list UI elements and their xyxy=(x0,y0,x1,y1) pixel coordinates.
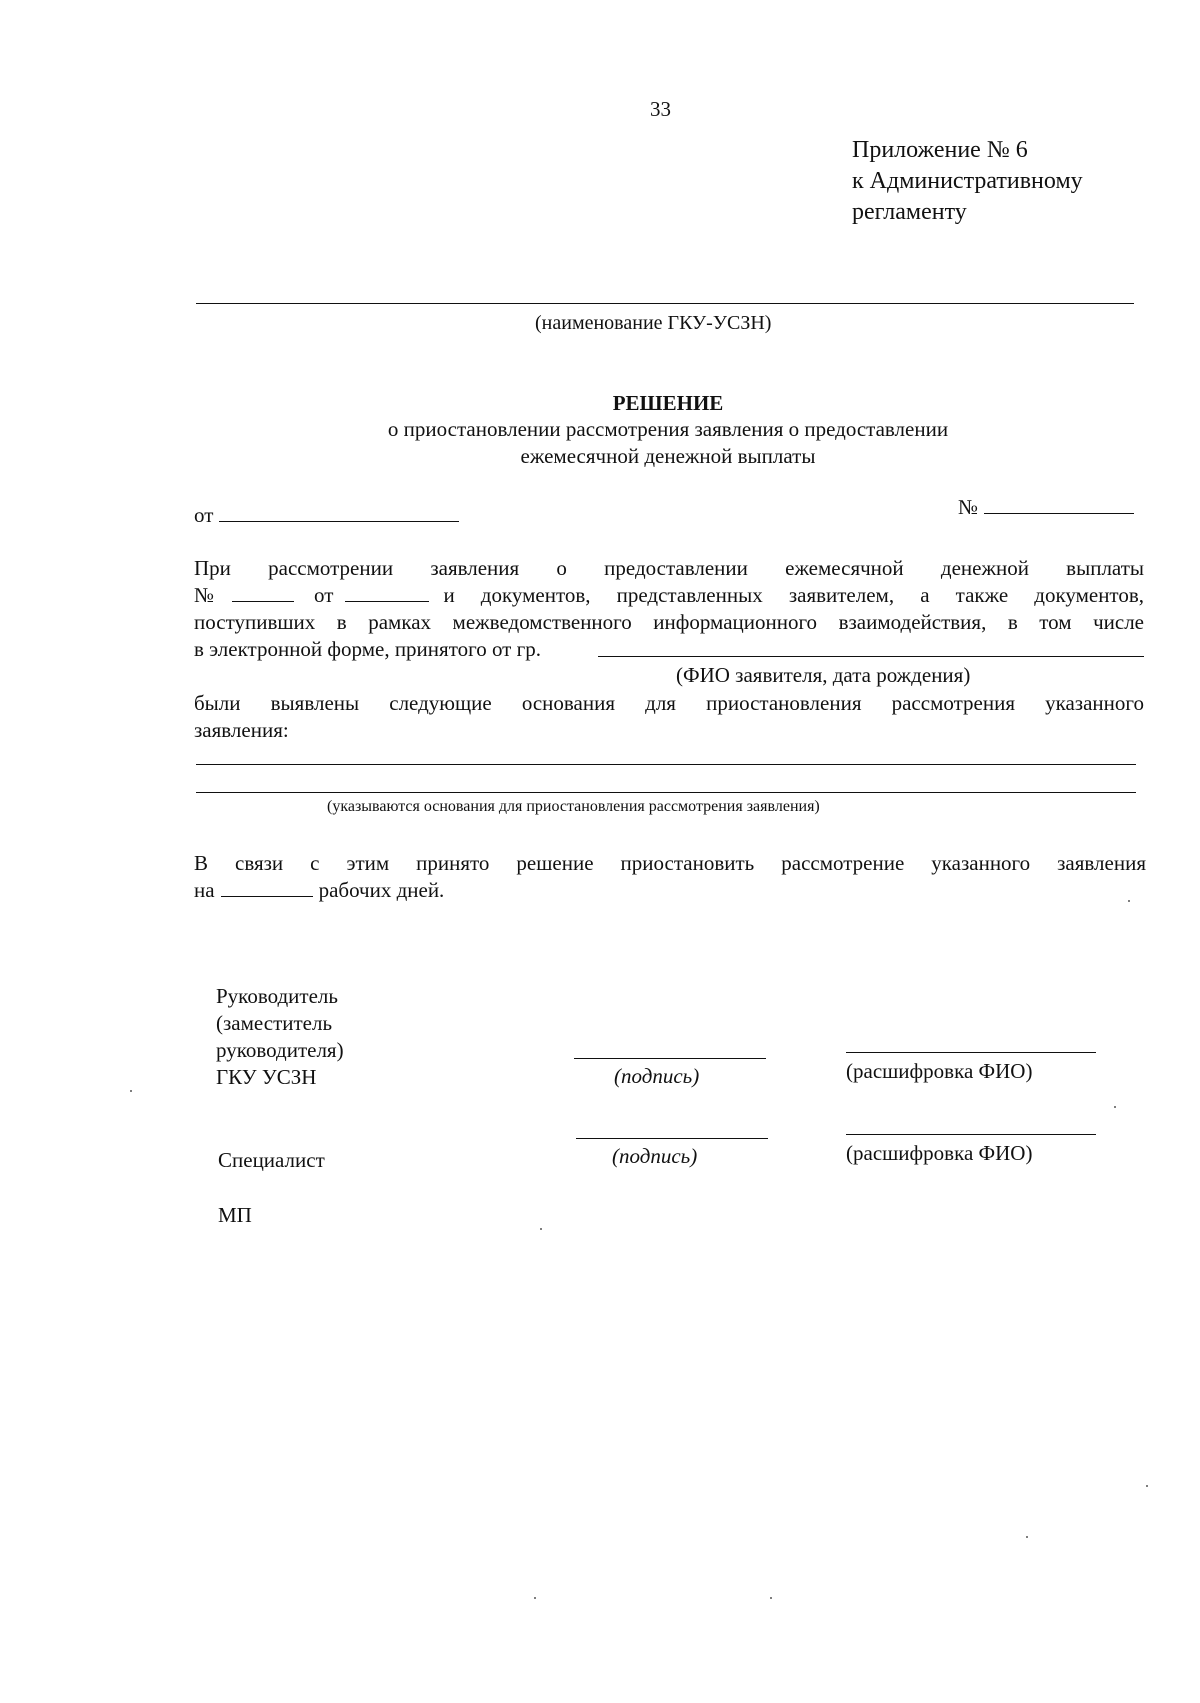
head-line-2: (заместитель xyxy=(216,1011,333,1035)
body1-line-2 xyxy=(194,582,1144,608)
decision-prefix: на xyxy=(194,878,215,902)
number-field xyxy=(958,494,1140,520)
applicant-caption: (ФИО заявителя, дата рождения) xyxy=(676,663,971,687)
grounds-line-1: были выявлены следующие основания для приостановления рассмотрения указанного xyxy=(194,691,1144,715)
decision-line-2 xyxy=(194,877,444,903)
org-name-line xyxy=(196,303,1134,304)
doc-title: РЕШЕНИЕ xyxy=(612,391,724,415)
days-blank xyxy=(221,878,313,897)
grounds-line-2: заявления: xyxy=(194,718,289,742)
appendix-line-2: к Административному xyxy=(852,168,1083,194)
head-line-4: ГКУ УСЗН xyxy=(216,1065,317,1089)
specialist-label: Специалист xyxy=(218,1148,325,1172)
specialist-name-caption: (расшифровка ФИО) xyxy=(846,1141,1033,1165)
specialist-signature-line xyxy=(576,1138,768,1139)
app-date-blank xyxy=(345,583,429,602)
app-date-label: от xyxy=(314,583,334,607)
scan-speck xyxy=(1128,900,1130,902)
grounds-caption: (указываются основания для приостановления рассмотрения заявления) xyxy=(327,798,820,815)
head-signature-caption: (подпись) xyxy=(614,1064,700,1088)
head-line-1: Руководитель xyxy=(216,984,338,1008)
head-line-3: руководителя) xyxy=(216,1038,344,1062)
head-name-line xyxy=(846,1052,1096,1053)
specialist-signature-caption: (подпись) xyxy=(612,1144,698,1168)
body1-line-2-text: и документов, представленных заявителем, а также документов, xyxy=(443,583,1144,607)
grounds-line-b xyxy=(196,792,1136,793)
number-label: № xyxy=(958,495,979,519)
head-name-caption: (расшифровка ФИО) xyxy=(846,1059,1033,1083)
body1-line-1: При рассмотрении заявления о предоставлении ежемесячной денежной выплаты xyxy=(194,556,1144,580)
app-number-label: № xyxy=(194,583,215,607)
page-number: 33 xyxy=(650,97,671,121)
doc-subtitle-line-2: ежемесячной денежной выплаты xyxy=(520,444,816,468)
app-number-blank xyxy=(232,583,294,602)
scan-speck xyxy=(1114,1106,1116,1108)
decision-suffix: рабочих дней. xyxy=(318,878,445,902)
scan-speck xyxy=(534,1597,536,1599)
applicant-name-line xyxy=(598,656,1144,657)
body1-line-4: в электронной форме, принятого от гр. xyxy=(194,637,541,661)
appendix-line-3: регламенту xyxy=(852,199,967,225)
scan-speck xyxy=(770,1597,772,1599)
grounds-line-a xyxy=(196,764,1136,765)
number-blank xyxy=(984,495,1134,514)
org-caption: (наименование ГКУ-УСЗН) xyxy=(535,312,772,334)
body1-line-3: поступивших в рамках межведомственного информационного взаимодействия, в том числе xyxy=(194,610,1144,634)
doc-subtitle-line-1: о приостановлении рассмотрения заявления о предоставлении xyxy=(387,417,949,441)
decision-line-1: В связи с этим принято решение приостановить рассмотрение указанного заявления xyxy=(194,851,1146,875)
scan-speck xyxy=(540,1228,542,1230)
specialist-name-line xyxy=(846,1134,1096,1135)
scan-speck xyxy=(1026,1536,1028,1538)
seal-label: МП xyxy=(218,1203,252,1227)
scan-speck xyxy=(1146,1485,1148,1487)
date-blank xyxy=(219,503,459,522)
head-signature-line xyxy=(574,1058,766,1059)
scan-speck xyxy=(130,1090,132,1092)
appendix-line-1: Приложение № 6 xyxy=(852,137,1028,163)
date-field xyxy=(194,502,465,528)
date-label: от xyxy=(194,503,214,527)
